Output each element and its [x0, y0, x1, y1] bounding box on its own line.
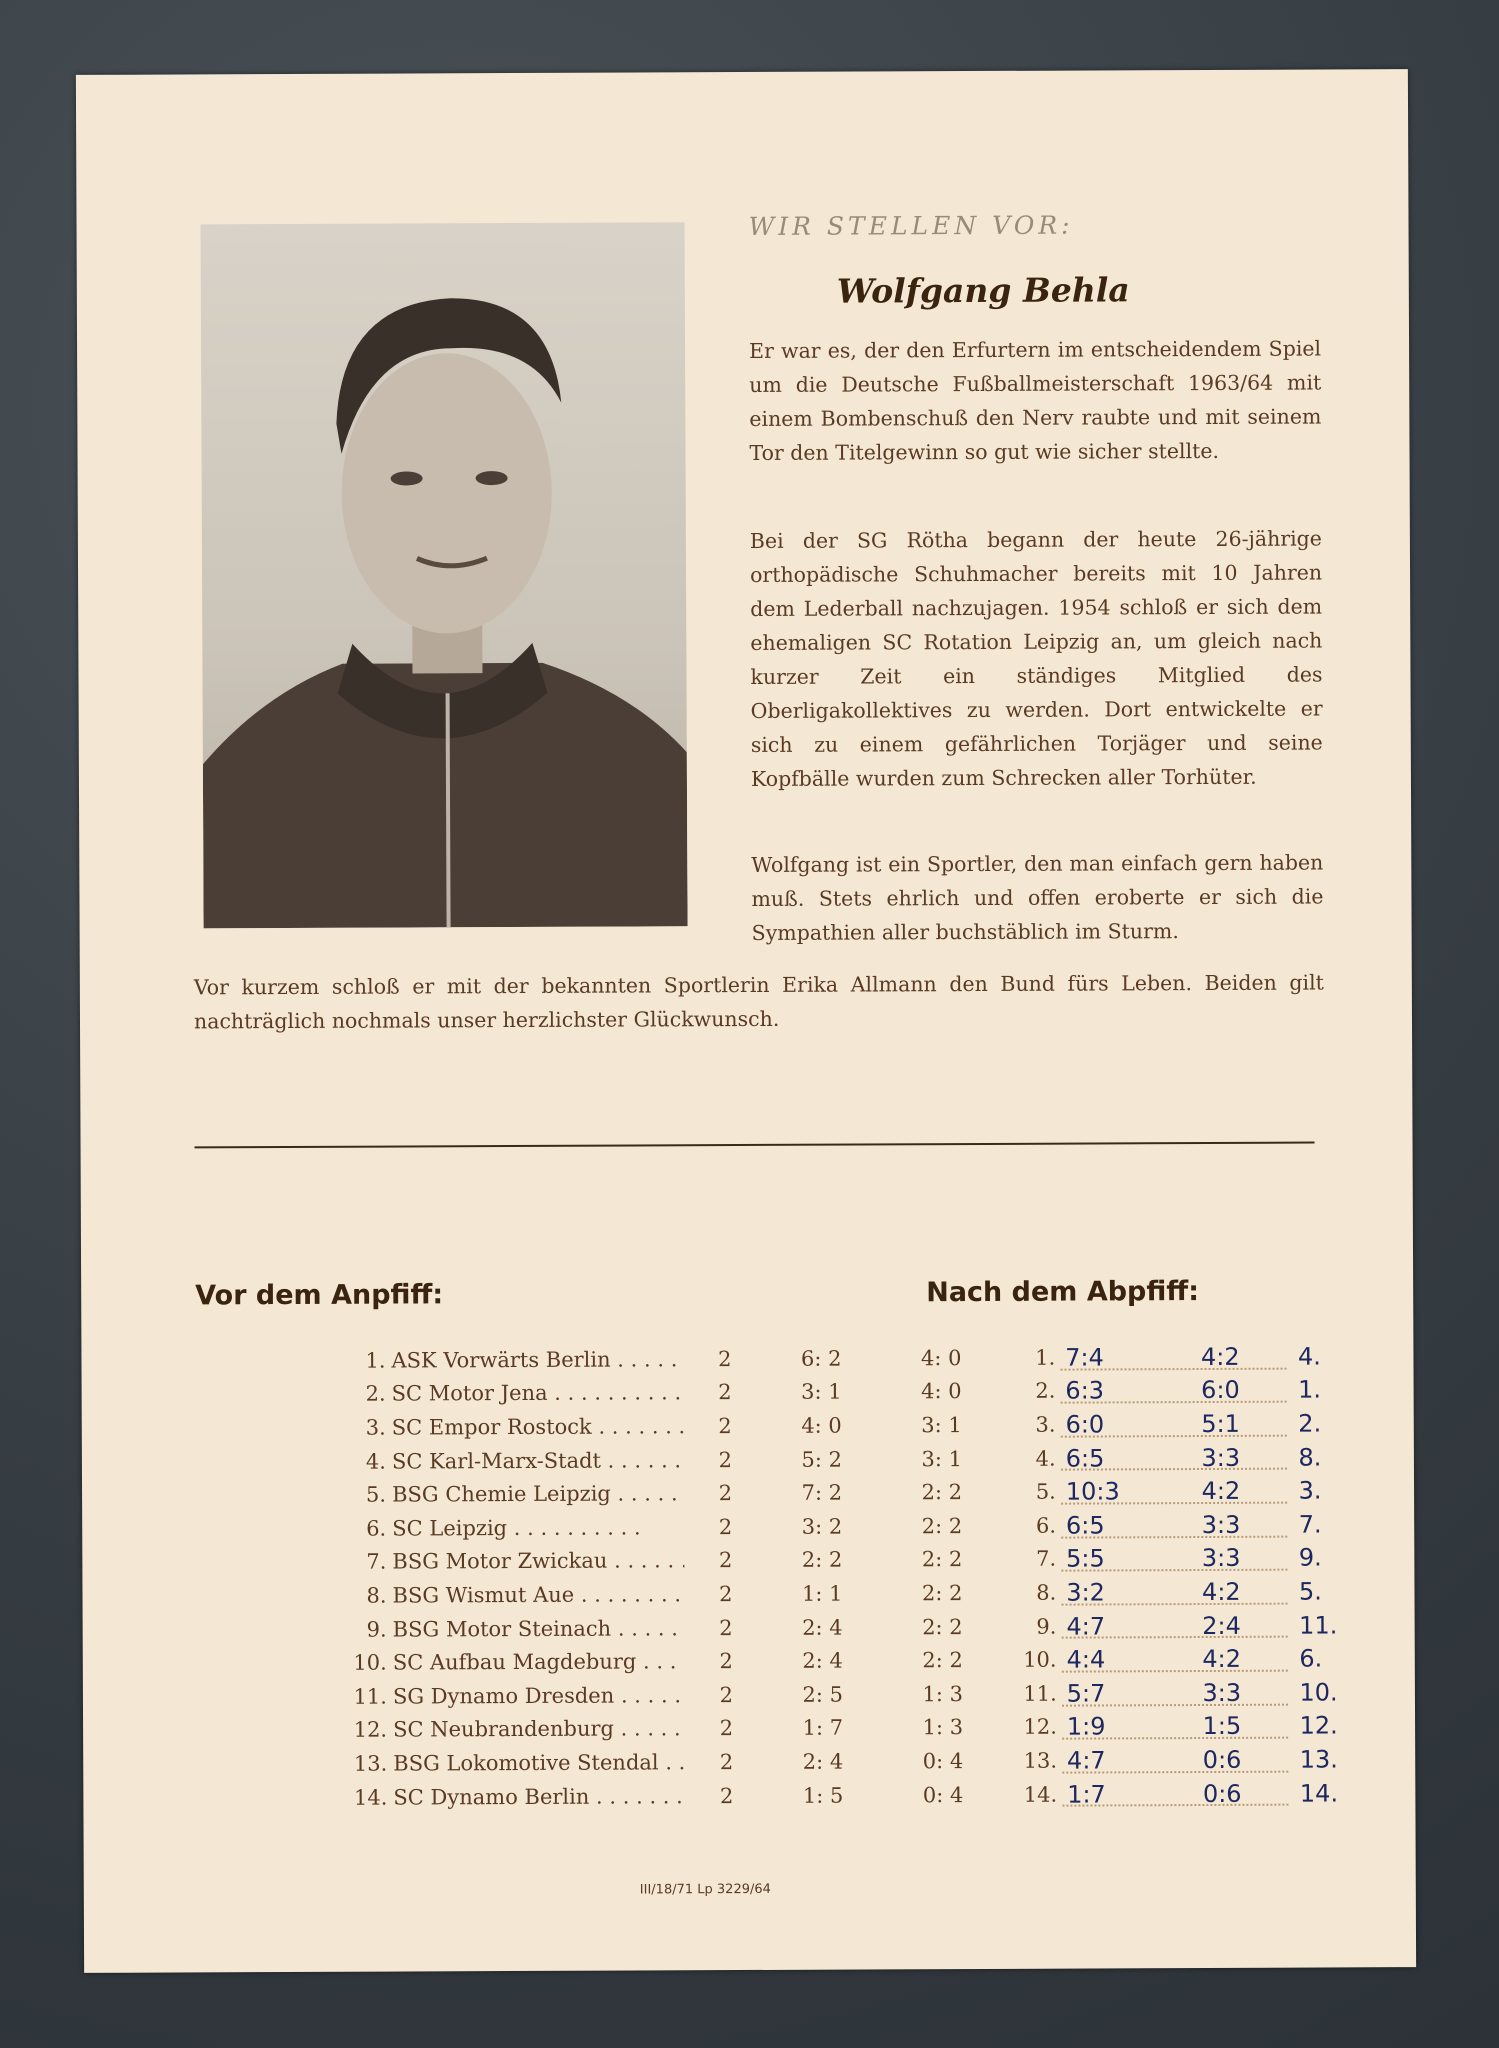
- table-row: [1017, 1541, 1347, 1576]
- handwritten-pos: 7.: [1298, 1510, 1322, 1539]
- handwritten-pos: 9.: [1298, 1543, 1322, 1572]
- handwritten-goals: 6:3: [1065, 1376, 1105, 1406]
- cell-goals: 2: 4: [802, 1648, 843, 1673]
- cell-rank: 10.: [353, 1650, 387, 1675]
- handwritten-pos: 5.: [1298, 1577, 1322, 1606]
- cell-rank: 6.: [366, 1516, 387, 1541]
- cell-rank: 7.: [1036, 1547, 1057, 1572]
- handwritten-goals: 6:0: [1065, 1410, 1105, 1439]
- table-row: [342, 1475, 1042, 1512]
- cell-goals: 2: 4: [802, 1749, 844, 1774]
- cell-games: 2: [719, 1716, 734, 1741]
- handwritten-goals: 10:3: [1065, 1477, 1120, 1506]
- handwritten-goals: 5:5: [1066, 1544, 1105, 1573]
- program-page: [76, 69, 1416, 1973]
- cell-points: 2: 2: [921, 1547, 963, 1572]
- cell-rank: 5.: [1035, 1479, 1056, 1504]
- cell-rank: 12.: [1023, 1714, 1057, 1740]
- handwritten-pos: 13.: [1299, 1745, 1338, 1774]
- handwritten-points: 6:0: [1201, 1376, 1240, 1405]
- table-row: [1018, 1776, 1348, 1811]
- cell-rank: 1.: [1035, 1345, 1056, 1370]
- table-row: [343, 1744, 1043, 1781]
- table-row: [1017, 1474, 1347, 1509]
- cell-rank: 4.: [1035, 1446, 1056, 1471]
- handwritten-goals: 7:4: [1065, 1343, 1104, 1372]
- cell-rank: 2.: [1035, 1379, 1056, 1404]
- cell-games: 2: [719, 1649, 733, 1674]
- cell-rank: 13.: [353, 1751, 388, 1776]
- cell-goals: 2: 2: [801, 1547, 843, 1573]
- cell-points: 2: 2: [921, 1581, 963, 1606]
- standings-after-table: [1016, 1339, 1348, 1811]
- cell-team: SC Karl-Marx-Stadt . . .: [386, 1448, 684, 1473]
- cell-goals: 4: 0: [801, 1413, 842, 1438]
- handwritten-points: 4:2: [1200, 1342, 1240, 1371]
- handwritten-points: 5:1: [1201, 1409, 1240, 1439]
- handwritten-points: 2:4: [1202, 1611, 1241, 1640]
- cell-goals: 1: 7: [802, 1715, 844, 1741]
- cell-team: BSG Motor Steinach . . .: [387, 1616, 685, 1641]
- divider: [195, 1142, 1315, 1149]
- cell-goals: 1: 5: [802, 1783, 844, 1808]
- table-row: [1017, 1507, 1347, 1542]
- cell-team: SC Leipzig . . .: [386, 1515, 684, 1540]
- cell-points: 3: 1: [921, 1413, 962, 1438]
- table-row: [342, 1374, 1042, 1411]
- cell-goals: 2: 4: [802, 1615, 843, 1640]
- article-paragraph: Bei der SG Rötha begann der heute 26-jährige orthopädische Schuhmacher bereits mit 10 Jahren dem Lederball nachzujagen. 1954 schloß er sich dem ehemaligen SC Rotation Leipzig an, um gleich nach kurzer Zeit ein ständiges Mitglied des Oberligakollektives zu werden. Dort entwickelte er sich zu einem gefährlichen Torjäger und seine Kopfbälle wurden zum Schrecken aller Torhüter.: [749, 526, 1323, 791]
- cell-rank: 8.: [366, 1583, 387, 1608]
- handwritten-points: 3:3: [1201, 1510, 1241, 1539]
- cell-games: 2: [719, 1582, 733, 1607]
- handwritten-pos: 14.: [1299, 1778, 1339, 1808]
- table-row: [342, 1441, 1042, 1478]
- handwritten-points: 1:5: [1202, 1712, 1242, 1741]
- cell-rank: 11.: [353, 1684, 387, 1709]
- table-row: [1016, 1339, 1346, 1374]
- handwritten-pos: 12.: [1299, 1711, 1338, 1740]
- handwritten-pos: 3.: [1298, 1476, 1322, 1505]
- cell-points: 2: 2: [922, 1614, 963, 1639]
- print-code: III/18/71 Lp 3229/64: [639, 1881, 771, 1898]
- handwritten-points: 0:6: [1202, 1745, 1242, 1774]
- table-row: [1018, 1642, 1348, 1677]
- handwritten-goals: 1:7: [1067, 1779, 1106, 1809]
- article-paragraph: Vor kurzem schloß er mit der bekannten Sportlerin Erika Allmann den Bund fürs Leben. Beiden gilt nachträglich nochmals unser herzlichster Glückwunsch.: [193, 970, 1324, 1034]
- cell-team: SC Neubrandenburg . . .: [387, 1717, 685, 1742]
- cell-games: 2: [718, 1380, 732, 1405]
- handwritten-pos: 4.: [1297, 1342, 1321, 1371]
- cell-rank: 8.: [1036, 1580, 1057, 1605]
- handwritten-pos: 2.: [1298, 1409, 1322, 1438]
- cell-rank: 9.: [366, 1617, 387, 1642]
- cell-team: BSG Chemie Leipzig . . .: [386, 1481, 684, 1506]
- cell-rank: 6.: [1035, 1513, 1057, 1538]
- cell-rank: 10.: [1023, 1647, 1057, 1672]
- cell-points: 0: 4: [922, 1782, 964, 1807]
- cell-rank: 13.: [1023, 1748, 1058, 1773]
- table-row: [342, 1576, 1042, 1613]
- table-row: [342, 1408, 1042, 1445]
- cell-rank: 5.: [365, 1482, 387, 1507]
- table-row: [343, 1609, 1043, 1646]
- cell-rank: 14.: [1023, 1782, 1058, 1807]
- cell-games: 2: [718, 1514, 733, 1539]
- handwritten-points: 4:2: [1201, 1577, 1241, 1606]
- cell-team: ASK Vorwärts Berlin . . .: [385, 1347, 683, 1372]
- handwritten-goals: 6:5: [1065, 1511, 1105, 1540]
- article-paragraph: Wolfgang ist ein Sportler, den man einfach gern haben muß. Stets ehrlich und offen eroberte er sich die Sympathien aller buchstäblich im Sturm.: [751, 850, 1324, 945]
- cell-rank: 11.: [1023, 1681, 1057, 1706]
- cell-points: 4: 0: [921, 1379, 962, 1404]
- handwritten-goals: 3:2: [1066, 1578, 1105, 1607]
- handwritten-pos: 6.: [1299, 1644, 1323, 1673]
- table-row: [343, 1777, 1043, 1814]
- handwritten-points: 4:2: [1201, 1477, 1241, 1506]
- handwritten-points: 4:2: [1202, 1644, 1242, 1674]
- cell-rank: 3.: [1035, 1412, 1056, 1437]
- table-row: [342, 1542, 1042, 1579]
- handwritten-goals: 6:5: [1065, 1444, 1105, 1473]
- cell-team: SC Aufbau Magdeburg . . .: [387, 1649, 685, 1674]
- cell-games: 2: [719, 1682, 733, 1707]
- cell-games: 2: [718, 1548, 733, 1573]
- cell-rank: 3.: [365, 1415, 386, 1440]
- cell-team: SC Dynamo Berlin . . .: [387, 1784, 685, 1809]
- table-row: [1017, 1575, 1347, 1610]
- cell-team: SC Motor Jena . . .: [386, 1381, 684, 1406]
- player-name: Wolfgang Behla: [836, 270, 1130, 311]
- handwritten-points: 3:3: [1202, 1678, 1242, 1707]
- cell-points: 1: 3: [922, 1681, 963, 1706]
- cell-rank: 2.: [365, 1381, 386, 1407]
- cell-points: 3: 1: [921, 1446, 962, 1471]
- table-row: [1018, 1608, 1348, 1643]
- handwritten-pos: 10.: [1299, 1678, 1338, 1707]
- handwritten-goals: 1:9: [1066, 1712, 1106, 1741]
- cell-games: 2: [719, 1749, 734, 1775]
- before-heading: Vor dem Anpfiff:: [195, 1279, 444, 1312]
- table-row: [343, 1643, 1043, 1680]
- cell-team: BSG Wismut Aue . . .: [386, 1582, 684, 1607]
- cell-goals: 3: 2: [801, 1514, 843, 1539]
- cell-points: 1: 3: [922, 1715, 964, 1740]
- cell-goals: 5: 2: [801, 1447, 842, 1472]
- handwritten-goals: 4:7: [1066, 1611, 1106, 1641]
- table-row: [1018, 1743, 1348, 1778]
- cell-goals: 2: 5: [802, 1682, 843, 1707]
- table-row: [342, 1509, 1042, 1546]
- cell-goals: 6: 2: [800, 1346, 842, 1371]
- handwritten-pos: 1.: [1298, 1375, 1322, 1404]
- cell-points: 4: 0: [920, 1345, 962, 1371]
- handwritten-goals: 5:7: [1066, 1679, 1106, 1708]
- cell-games: 2: [718, 1481, 733, 1506]
- handwritten-goals: 4:7: [1066, 1746, 1106, 1775]
- table-row: [1017, 1407, 1347, 1442]
- cell-rank: 12.: [353, 1717, 388, 1743]
- handwritten-points: 0:6: [1202, 1779, 1242, 1808]
- cell-team: SC Empor Rostock . . .: [386, 1414, 684, 1439]
- article-paragraph: Er war es, der den Erfurtern im entscheidendem Spiel um die Deutsche Fußballmeisterschaft 1963/64 mit einem Bombenschuß den Nerv raubte und mit seinem Tor den Titelgewinn so gut wie sicher stellte.: [749, 336, 1322, 465]
- table-row: [1018, 1709, 1348, 1744]
- cell-points: 0: 4: [922, 1748, 964, 1774]
- cell-points: 2: 2: [921, 1513, 963, 1539]
- cell-points: 2: 2: [921, 1480, 963, 1505]
- table-row: [343, 1710, 1043, 1747]
- handwritten-pos: 11.: [1299, 1610, 1338, 1640]
- table-row: [343, 1677, 1043, 1714]
- cell-games: 2: [719, 1615, 733, 1640]
- section-kicker: WIR STELLEN VOR:: [748, 210, 1074, 241]
- cell-games: 2: [718, 1414, 732, 1439]
- cell-games: 2: [718, 1346, 732, 1371]
- table-row: [341, 1341, 1041, 1378]
- table-row: [1018, 1675, 1348, 1710]
- handwritten-points: 3:3: [1201, 1443, 1241, 1472]
- handwritten-points: 3:3: [1201, 1544, 1241, 1573]
- cell-rank: 1.: [365, 1348, 386, 1373]
- cell-team: BSG Lokomotive Stendal . . .: [387, 1750, 685, 1775]
- cell-goals: 3: 1: [801, 1379, 842, 1405]
- handwritten-goals: 4:4: [1066, 1645, 1106, 1674]
- table-row: [1017, 1440, 1347, 1475]
- cell-goals: 1: 1: [801, 1581, 843, 1606]
- cell-rank: 4.: [365, 1449, 386, 1474]
- cell-rank: 9.: [1036, 1614, 1057, 1639]
- cell-rank: 14.: [353, 1785, 388, 1810]
- cell-games: 2: [719, 1783, 734, 1808]
- cell-points: 2: 2: [922, 1648, 963, 1673]
- cell-team: BSG Motor Zwickau . . .: [386, 1549, 684, 1574]
- table-row: [1017, 1373, 1347, 1408]
- cell-games: 2: [718, 1447, 732, 1472]
- cell-team: SG Dynamo Dresden . . .: [387, 1683, 685, 1708]
- portrait-illustration: [201, 222, 688, 928]
- after-heading: Nach dem Abpfiff:: [926, 1276, 1200, 1309]
- handwritten-pos: 8.: [1298, 1443, 1322, 1472]
- cell-goals: 7: 2: [801, 1480, 843, 1505]
- standings-before-table: [341, 1341, 1043, 1814]
- cell-rank: 7.: [366, 1549, 387, 1575]
- player-portrait-photo: [201, 222, 688, 928]
